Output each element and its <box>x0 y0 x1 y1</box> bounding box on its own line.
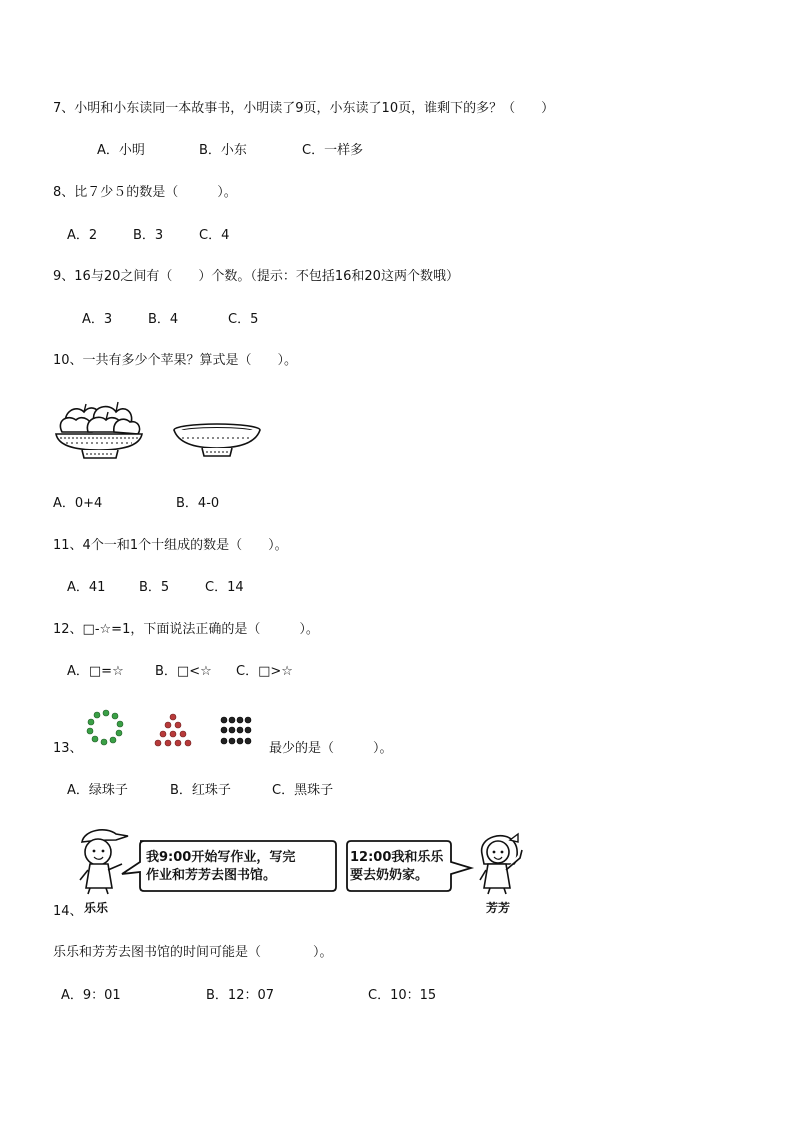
left-speech-bubble <box>118 838 338 894</box>
q13-option-c[interactable]: C．黑珠子 <box>272 783 334 798</box>
q12-option-a[interactable]: A．□=☆ <box>67 664 124 679</box>
q9-option-b[interactable]: B．4 <box>148 312 179 327</box>
q7-text: 7、小明和小东读同一本故事书，小明读了9页，小东读了10页，谁剩下的多？（ ） <box>53 101 555 116</box>
girl-fangfang-image <box>474 830 528 896</box>
empty-bowl-image <box>172 422 262 462</box>
q14-text: 乐乐和芳芳去图书馆的时间可能是（ ）。 <box>53 945 333 960</box>
left-bubble-line-2: 作业和芳芳去图书馆。 <box>146 868 277 883</box>
right-bubble-line-1: 12:00我和乐乐 <box>350 850 444 865</box>
red-beads-image <box>154 713 192 749</box>
right-speech-bubble <box>343 838 475 894</box>
bowl-with-apples-image <box>54 398 144 464</box>
q12-option-b[interactable]: B．□<☆ <box>155 664 212 679</box>
q9-option-a[interactable]: A．3 <box>82 312 113 327</box>
name-fangfang: 芳芳 <box>486 901 511 915</box>
black-beads-image <box>220 716 252 748</box>
q9-text: 9、16与20之间有（ ）个数。（提示：不包括16和20这两个数哦） <box>53 269 459 284</box>
q13-text: 最少的是（ ）。 <box>269 741 393 756</box>
q13-option-a[interactable]: A．绿珠子 <box>67 783 128 798</box>
right-bubble-line-2: 要去奶奶家。 <box>350 868 429 883</box>
q8-text: 8、比７少５的数是（ ）。 <box>53 185 237 200</box>
q11-text: 11、4个一和1个十组成的数是（ ）。 <box>53 538 288 553</box>
q14-option-c[interactable]: C．10：15 <box>368 988 437 1003</box>
q14-option-b[interactable]: B．12：07 <box>206 988 275 1003</box>
q11-option-a[interactable]: A．41 <box>67 580 106 595</box>
q8-option-c[interactable]: C．4 <box>199 228 230 243</box>
green-beads-image <box>86 710 126 746</box>
q8-option-b[interactable]: B．3 <box>133 228 164 243</box>
q11-option-b[interactable]: B．5 <box>139 580 170 595</box>
q7-option-c[interactable]: C．一样多 <box>302 143 364 158</box>
q9-option-c[interactable]: C．5 <box>228 312 259 327</box>
q10-option-a[interactable]: A．0+4 <box>53 496 103 511</box>
q10-option-b[interactable]: B．4-0 <box>176 496 220 511</box>
q8-option-a[interactable]: A．2 <box>67 228 98 243</box>
q12-option-c[interactable]: C．□>☆ <box>236 664 293 679</box>
q13-number: 13、 <box>53 741 83 756</box>
q7-option-a[interactable]: A．小明 <box>97 143 145 158</box>
q12-text: 12、□-☆=1，下面说法正确的是（ ）。 <box>53 622 319 637</box>
q14-option-a[interactable]: A．9：01 <box>61 988 121 1003</box>
name-lele: 乐乐 <box>84 901 109 915</box>
q10-text: 10、一共有多少个苹果？算式是（ ）。 <box>53 353 298 368</box>
q11-option-c[interactable]: C．14 <box>205 580 244 595</box>
left-bubble-line-1: 我9:00开始写作业，写完 <box>146 850 296 865</box>
q7-option-b[interactable]: B．小东 <box>199 143 247 158</box>
q13-option-b[interactable]: B．红珠子 <box>170 783 231 798</box>
q14-number: 14、 <box>53 904 83 919</box>
